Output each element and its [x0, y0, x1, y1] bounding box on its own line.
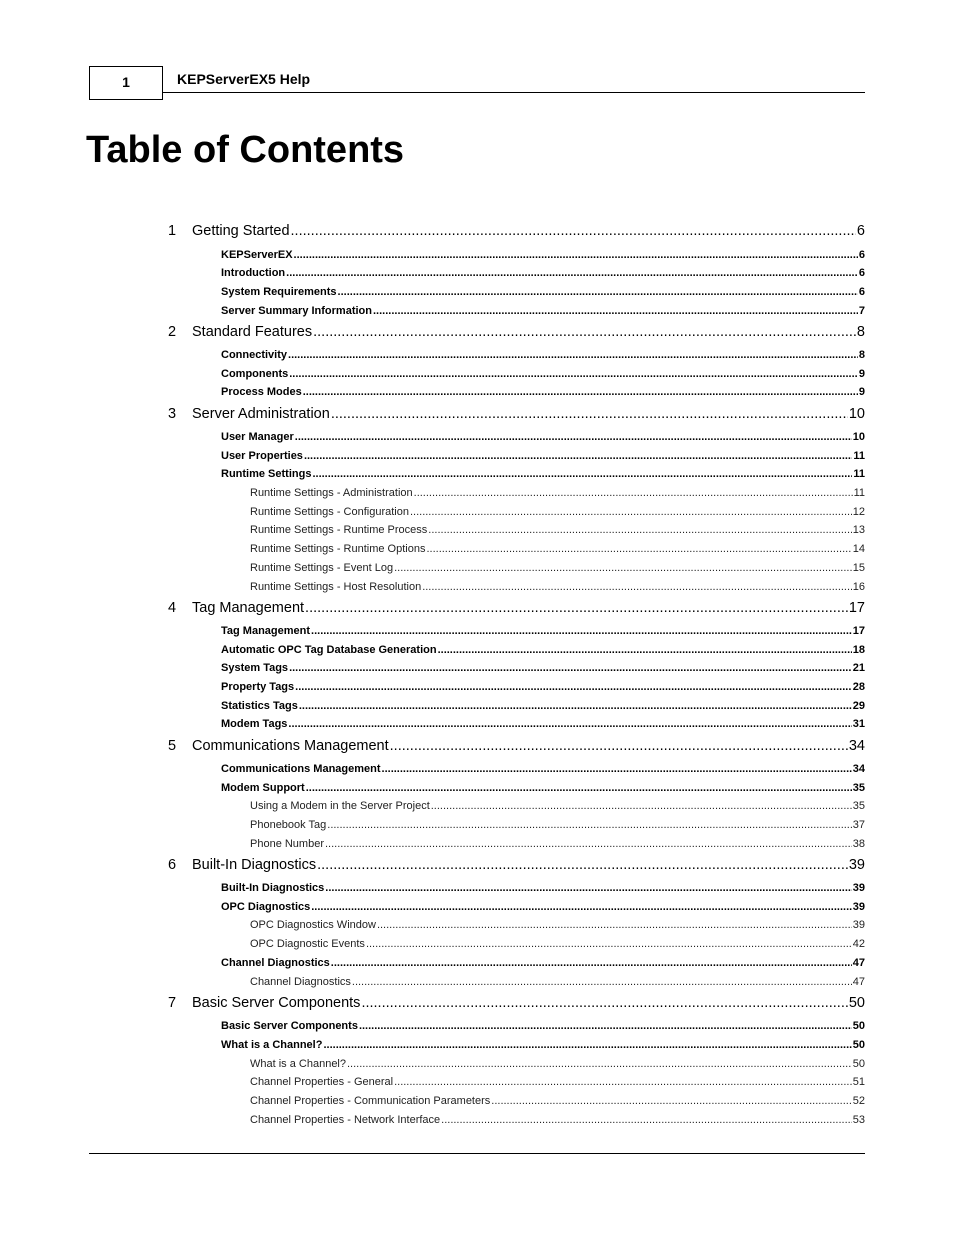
- toc-chapter-number: 4: [168, 600, 177, 616]
- toc-page-number: 35: [852, 782, 865, 794]
- toc-page-number: 14: [852, 543, 865, 555]
- toc-dot-leader: [331, 406, 848, 422]
- toc-chapter-number: 5: [168, 738, 177, 754]
- toc-dot-leader: [289, 662, 852, 674]
- toc-section[interactable]: [221, 901, 865, 913]
- toc-chapter[interactable]: [168, 738, 865, 754]
- toc-subsection[interactable]: [250, 524, 865, 536]
- toc-dot-leader: [390, 738, 848, 754]
- toc-dot-leader: [422, 581, 852, 593]
- toc-subsection[interactable]: [250, 800, 865, 812]
- toc-page-number: 34: [848, 738, 865, 754]
- toc-entry-label: Runtime Settings - Runtime Process: [250, 524, 428, 536]
- toc-entry-label: Runtime Settings - Configuration: [250, 506, 409, 518]
- toc-entry-label: Property Tags: [221, 681, 295, 693]
- toc-dot-leader: [317, 857, 848, 873]
- toc-section[interactable]: [221, 681, 865, 693]
- toc-section[interactable]: [221, 305, 865, 317]
- toc-dot-leader: [304, 450, 852, 462]
- toc-page-number: 17: [848, 600, 865, 616]
- toc-entry-label: Statistics Tags: [221, 700, 298, 712]
- toc-dot-leader: [286, 267, 858, 279]
- toc-dot-leader: [323, 1039, 851, 1051]
- toc-page-number: 18: [852, 644, 865, 656]
- toc-page-number: 34: [852, 763, 865, 775]
- toc-chapter-number: 3: [168, 406, 177, 422]
- toc-section[interactable]: [221, 1039, 865, 1051]
- toc-dot-leader: [373, 305, 858, 317]
- toc-entry-label: Automatic OPC Tag Database Generation: [221, 644, 437, 656]
- toc-dot-leader: [291, 223, 856, 239]
- toc-entry-label: Communications Management: [192, 738, 389, 754]
- toc-entry-label: OPC Diagnostics Window: [250, 919, 376, 931]
- toc-dot-leader: [361, 995, 847, 1011]
- toc-page-number: 12: [852, 506, 865, 518]
- toc-page-number: 50: [852, 1058, 865, 1070]
- toc-entry-label: Tag Management: [221, 625, 311, 637]
- toc-section[interactable]: [221, 286, 865, 298]
- toc-dot-leader: [294, 249, 858, 261]
- toc-page-number: 9: [858, 368, 865, 380]
- toc-dot-leader: [441, 1114, 852, 1126]
- toc-page-number: 52: [852, 1095, 865, 1107]
- toc-dot-leader: [428, 524, 851, 536]
- toc-subsection[interactable]: [250, 487, 865, 499]
- toc-entry-label: Server Administration: [192, 406, 330, 422]
- toc-page-number: 8: [858, 349, 865, 361]
- toc-page-number: 51: [852, 1076, 865, 1088]
- toc-page-number: 39: [852, 882, 865, 894]
- toc-dot-leader: [414, 487, 853, 499]
- page-title: Table of Contents: [86, 129, 405, 171]
- toc-chapter-number: 1: [168, 223, 177, 239]
- toc-subsection[interactable]: [250, 562, 865, 574]
- toc-entry-label: Standard Features: [192, 324, 313, 340]
- footer-rule: [89, 1153, 865, 1154]
- toc-dot-leader: [382, 763, 852, 775]
- toc-page-number: 39: [852, 901, 865, 913]
- toc-page-number: 16: [852, 581, 865, 593]
- toc-dot-leader: [299, 700, 852, 712]
- toc-dot-leader: [352, 976, 852, 988]
- toc-dot-leader: [426, 543, 851, 555]
- toc-page-number: 17: [852, 625, 865, 637]
- toc-page-number: 39: [848, 857, 865, 873]
- toc-section[interactable]: [221, 349, 865, 361]
- toc-dot-leader: [295, 681, 852, 693]
- toc-page-number: 6: [858, 286, 865, 298]
- toc-section[interactable]: [221, 1020, 865, 1032]
- header-doc-title: KEPServerEX5 Help: [177, 71, 311, 87]
- toc-entry-label: Modem Tags: [221, 718, 288, 730]
- toc-dot-leader: [394, 1076, 852, 1088]
- toc-entry-label: Server Summary Information: [221, 305, 372, 317]
- toc-entry-label: KEPServerEX: [221, 249, 293, 261]
- toc-subsection[interactable]: [250, 938, 865, 950]
- toc-entry-label: User Properties: [221, 450, 303, 462]
- toc-dot-leader: [289, 368, 858, 380]
- toc-chapter[interactable]: [168, 857, 865, 873]
- toc-subsection[interactable]: [250, 838, 865, 850]
- toc-subsection[interactable]: [250, 1095, 865, 1107]
- toc-subsection[interactable]: [250, 1076, 865, 1088]
- toc-entry-label: OPC Diagnostic Events: [250, 938, 365, 950]
- toc-chapter-number: 2: [168, 324, 177, 340]
- toc-page-number: 31: [852, 718, 865, 730]
- toc-page-number: 29: [852, 700, 865, 712]
- toc-entry-label: User Manager: [221, 431, 294, 443]
- toc-entry-label: Getting Started: [192, 223, 290, 239]
- toc-entry-label: Runtime Settings - Event Log: [250, 562, 394, 574]
- toc-page-number: 47: [852, 976, 865, 988]
- toc-section[interactable]: [221, 468, 865, 480]
- toc-entry-label: System Requirements: [221, 286, 337, 298]
- toc-entry-label: OPC Diagnostics: [221, 901, 311, 913]
- toc-entry-label: Process Modes: [221, 386, 302, 398]
- toc-section[interactable]: [221, 718, 865, 730]
- toc-dot-leader: [295, 431, 852, 443]
- toc-page-number: 10: [852, 431, 865, 443]
- toc-entry-label: Runtime Settings - Administration: [250, 487, 413, 499]
- toc-page-number: 13: [852, 524, 865, 536]
- toc-subsection[interactable]: [250, 976, 865, 988]
- toc-page-number: 53: [852, 1114, 865, 1126]
- toc-page-number: 6: [858, 249, 865, 261]
- toc-dot-leader: [327, 819, 851, 831]
- toc-page-number: 50: [852, 1020, 865, 1032]
- toc-page-number: 11: [853, 487, 865, 499]
- toc-section[interactable]: [221, 431, 865, 443]
- toc-entry-label: Modem Support: [221, 782, 305, 794]
- toc-page-number: 15: [852, 562, 865, 574]
- toc-entry-label: Basic Server Components: [192, 995, 361, 1011]
- toc-subsection[interactable]: [250, 919, 865, 931]
- toc-page-number: 11: [853, 468, 865, 480]
- toc-page-number: 11: [853, 450, 865, 462]
- toc-entry-label: Basic Server Components: [221, 1020, 358, 1032]
- toc-page-number: 10: [848, 406, 865, 422]
- toc-section[interactable]: [221, 249, 865, 261]
- toc-entry-label: Channel Properties - Communication Parameters: [250, 1095, 491, 1107]
- toc-entry-label: Introduction: [221, 267, 286, 279]
- toc-entry-label: Runtime Settings - Host Resolution: [250, 581, 422, 593]
- toc-entry-label: Connectivity: [221, 349, 288, 361]
- toc-section[interactable]: [221, 625, 865, 637]
- toc-page-number: 9: [858, 386, 865, 398]
- header-page-number: 1: [89, 66, 163, 100]
- toc-subsection[interactable]: [250, 1058, 865, 1070]
- toc-entry-label: Channel Properties - General: [250, 1076, 394, 1088]
- toc-chapter-number: 7: [168, 995, 177, 1011]
- toc-section[interactable]: [221, 368, 865, 380]
- toc-page-number: 50: [852, 1039, 865, 1051]
- header-rule: [163, 92, 865, 93]
- toc-subsection[interactable]: [250, 506, 865, 518]
- page-header: [89, 66, 865, 101]
- toc-dot-leader: [394, 562, 852, 574]
- toc-dot-leader: [347, 1058, 852, 1070]
- toc-dot-leader: [288, 349, 858, 361]
- toc-dot-leader: [288, 718, 851, 730]
- toc-subsection[interactable]: [250, 581, 865, 593]
- toc-dot-leader: [338, 286, 858, 298]
- toc-section[interactable]: [221, 782, 865, 794]
- toc-entry-label: Runtime Settings: [221, 468, 312, 480]
- toc-subsection[interactable]: [250, 819, 865, 831]
- toc-page-number: 6: [858, 267, 865, 279]
- toc-dot-leader: [377, 919, 852, 931]
- toc-dot-leader: [325, 882, 851, 894]
- toc-dot-leader: [410, 506, 852, 518]
- toc-page-number: 50: [848, 995, 865, 1011]
- toc-entry-label: Channel Diagnostics: [221, 957, 330, 969]
- toc-dot-leader: [313, 324, 856, 340]
- toc-page-number: 8: [856, 324, 865, 340]
- toc-entry-label: Built-In Diagnostics: [221, 882, 325, 894]
- toc-entry-label: What is a Channel?: [221, 1039, 323, 1051]
- toc-entry-label: Channel Properties - Network Interface: [250, 1114, 441, 1126]
- toc-subsection[interactable]: [250, 543, 865, 555]
- toc-page-number: 38: [852, 838, 865, 850]
- toc-entry-label: Components: [221, 368, 289, 380]
- toc-page-number: 47: [852, 957, 865, 969]
- toc-page-number: 35: [852, 800, 865, 812]
- toc-dot-leader: [438, 644, 852, 656]
- toc-section[interactable]: [221, 882, 865, 894]
- toc-entry-label: System Tags: [221, 662, 289, 674]
- toc-section[interactable]: [221, 644, 865, 656]
- toc-page-number: 28: [852, 681, 865, 693]
- toc-section[interactable]: [221, 267, 865, 279]
- toc-section[interactable]: [221, 700, 865, 712]
- toc-chapter-number: 6: [168, 857, 177, 873]
- toc-section[interactable]: [221, 386, 865, 398]
- toc-section[interactable]: [221, 450, 865, 462]
- toc-section[interactable]: [221, 957, 865, 969]
- toc-section[interactable]: [221, 763, 865, 775]
- toc-entry-label: Using a Modem in the Server Project: [250, 800, 430, 812]
- toc-page-number: 21: [852, 662, 865, 674]
- toc-page-number: 39: [852, 919, 865, 931]
- toc-entry-label: Runtime Settings - Runtime Options: [250, 543, 426, 555]
- toc-entry-label: What is a Channel?: [250, 1058, 346, 1070]
- toc-dot-leader: [331, 957, 852, 969]
- toc-dot-leader: [305, 600, 848, 616]
- toc-dot-leader: [311, 901, 852, 913]
- toc-subsection[interactable]: [250, 1114, 865, 1126]
- toc-chapter[interactable]: [168, 406, 865, 422]
- toc-dot-leader: [325, 838, 852, 850]
- toc-chapter[interactable]: [168, 995, 865, 1011]
- toc-dot-leader: [366, 938, 852, 950]
- toc-dot-leader: [303, 386, 858, 398]
- toc-page-number: 42: [852, 938, 865, 950]
- toc-dot-leader: [312, 468, 852, 480]
- toc-entry-label: Communications Management: [221, 763, 381, 775]
- toc-dot-leader: [306, 782, 852, 794]
- toc-entry-label: Built-In Diagnostics: [192, 857, 317, 873]
- toc-chapter[interactable]: [168, 223, 865, 239]
- toc-chapter[interactable]: [168, 600, 865, 616]
- toc-entry-label: Tag Management: [192, 600, 305, 616]
- toc-entry-label: Channel Diagnostics: [250, 976, 351, 988]
- toc-dot-leader: [359, 1020, 852, 1032]
- toc-entry-label: Phonebook Tag: [250, 819, 327, 831]
- toc-section[interactable]: [221, 662, 865, 674]
- toc-entry-label: Phone Number: [250, 838, 324, 850]
- toc-page-number: 6: [856, 223, 865, 239]
- toc-dot-leader: [311, 625, 852, 637]
- toc-page-number: 7: [858, 305, 865, 317]
- toc-page-number: 37: [852, 819, 865, 831]
- toc-dot-leader: [491, 1095, 851, 1107]
- toc-dot-leader: [431, 800, 852, 812]
- toc-chapter[interactable]: [168, 324, 865, 340]
